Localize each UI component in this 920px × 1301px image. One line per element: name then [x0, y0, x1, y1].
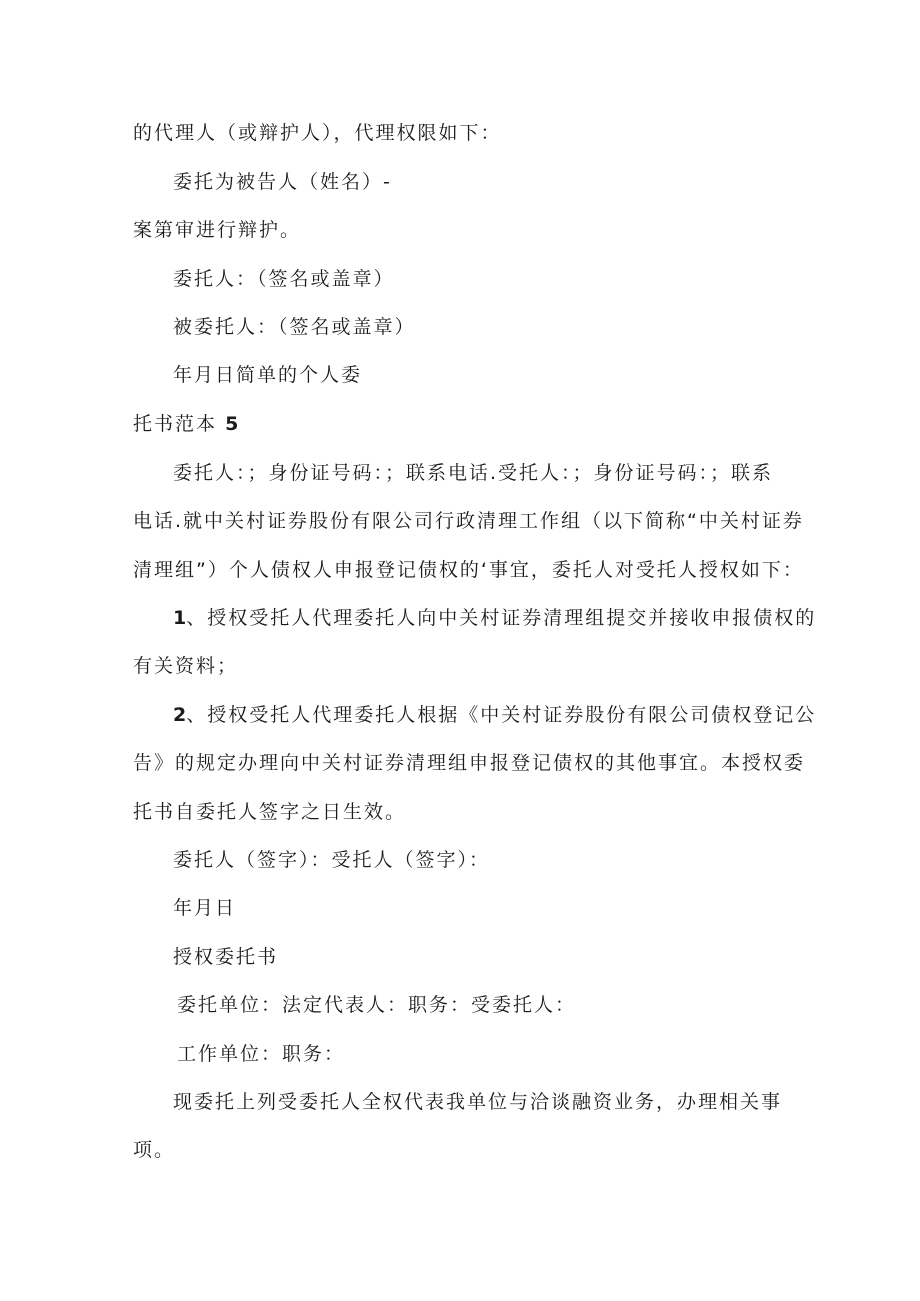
text-line: 委托人：；身份证号码：；联系电话.受托人：；身份证号码：；联系 [173, 462, 774, 484]
text-line: 年月日简单的个人委 [173, 364, 363, 386]
text-line: 委托人（签字）：受托人（签字）： [173, 849, 491, 871]
heading-number: 5 [225, 413, 239, 435]
text-line: 被委托人：（签名或盖章） [173, 316, 416, 338]
text-line: 委托为被告人（姓名）- [173, 171, 392, 193]
text-line: 年月日 [173, 897, 237, 919]
numbered-line [173, 702, 816, 728]
text-line: 清理组”）个人债权人申报登记债权的‘事宜，委托人对受托人授权如下： [133, 559, 804, 581]
item-text: 、授权受托人代理委托人根据《中关村证券股份有限公司债权登记公 [186, 704, 817, 726]
text-line: 托书自委托人签字之日生效。 [133, 801, 407, 823]
text-line: 案第审进行辩护。 [133, 219, 302, 241]
text-line: 委托单位：法定代表人：职务：受委托人： [177, 994, 577, 1016]
text-line: 告》的规定办理向中关村证券清理组申报登记债权的其他事宜。本授权委 [133, 752, 806, 774]
item-number: 1 [173, 607, 187, 629]
numbered-line [173, 605, 816, 631]
heading-line [133, 411, 238, 437]
text-line: 委托人：（签名或盖章） [173, 268, 395, 290]
item-text: 、授权受托人代理委托人向中关村证券清理组提交并接收申报债权的 [186, 607, 817, 629]
text-line: 的代理人（或辩护人），代理权限如下： [133, 122, 502, 144]
item-number: 2 [173, 704, 187, 726]
text-line: 现委托上列受委托人全权代表我单位与洽谈融资业务，办理相关事 [173, 1091, 783, 1113]
heading-text: 托书范本 [133, 413, 218, 435]
text-line: 有关资料； [133, 655, 239, 677]
text-line: 工作单位：职务： [177, 1043, 346, 1065]
text-line: 授权委托书 [173, 946, 279, 968]
text-line: 项。 [133, 1139, 176, 1161]
text-line: 电话.就中关村证券股份有限公司行政清理工作组（以下简称“中关村证券 [133, 510, 804, 532]
